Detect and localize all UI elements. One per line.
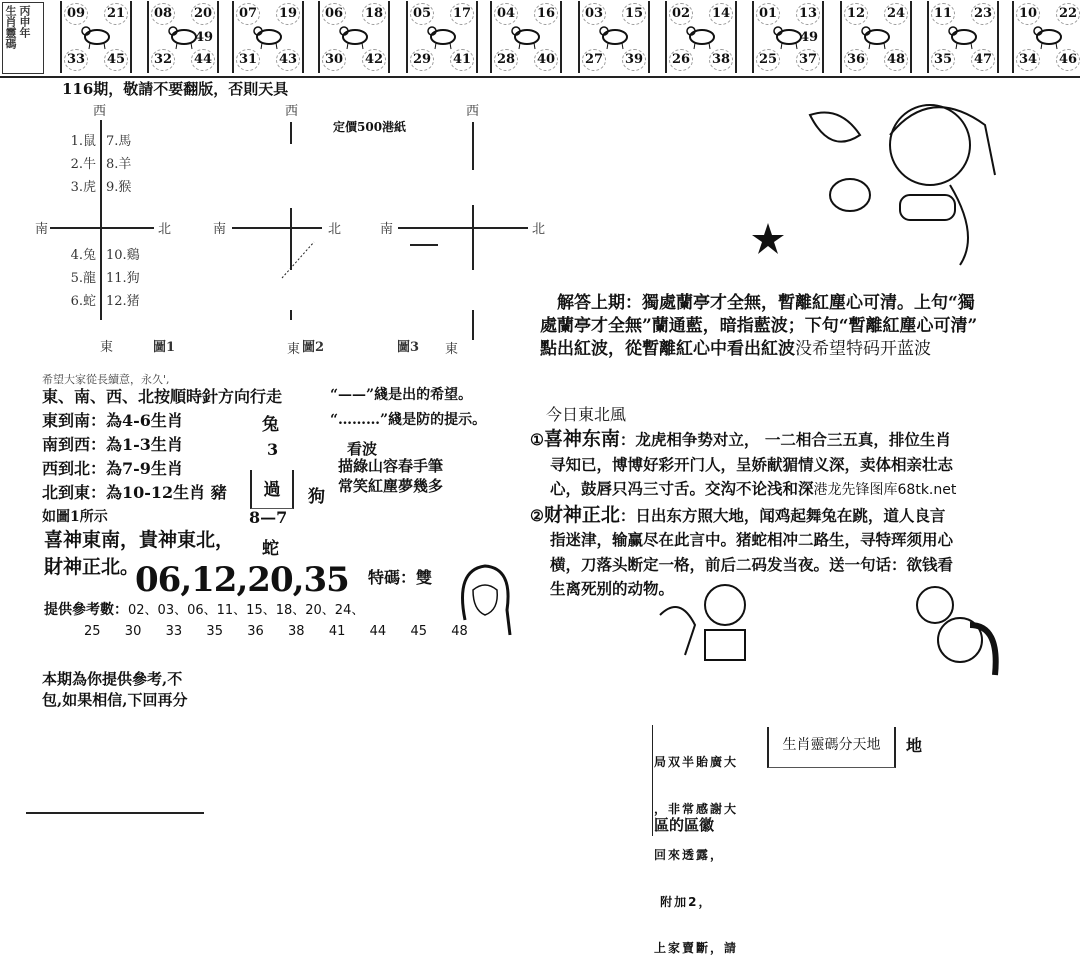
zodiac-cell <box>578 1 650 73</box>
dir-west: 西 <box>466 104 480 119</box>
footer-note <box>42 669 187 711</box>
zodiac-number: 40 <box>534 49 558 71</box>
zodiac-cell <box>406 1 478 73</box>
fig3-label: 圖3 <box>397 340 420 355</box>
zodiac-cell <box>840 1 912 73</box>
ref-line: 02、03、06、11、15、18、20、24、 <box>128 603 365 618</box>
zodiac-number: 31 <box>236 49 260 71</box>
monkey-icon <box>772 21 806 51</box>
gods-line: 財神正北。 <box>44 556 140 578</box>
item-title: 喜神东南 <box>543 428 620 450</box>
zodiac-cell <box>318 1 390 73</box>
item-line: 寻知已，博博好彩开门人，呈娇献猸情义深，卖体相亲壮志 <box>550 454 954 474</box>
zodiac-number: 34 <box>1016 49 1040 71</box>
answer-line: 點出紅波，從暫離紅心中看出紅波 <box>540 339 795 359</box>
poem-line: 描綠山容春手筆 <box>338 457 444 475</box>
special-code: 特碼：雙 <box>368 568 433 587</box>
dir-east: 東 <box>287 342 301 357</box>
poem-title: 看波 <box>347 440 378 458</box>
zodiac-number: 22 <box>1056 3 1080 25</box>
dir-east: 東 <box>445 342 459 357</box>
bottom-notice <box>654 724 738 972</box>
rule-line: 東到南：為4-6生肖 <box>42 411 183 430</box>
rule-line: 南到西：為1-3生肖 <box>42 435 183 454</box>
puzzle-num: 3 <box>267 440 279 459</box>
zodiac-number: 26 <box>669 49 693 71</box>
notice-line: 局双半貽廣大 <box>654 755 739 769</box>
zodiac-number: 24 <box>884 3 908 25</box>
zodiac-number: 38 <box>709 49 733 71</box>
dir-south: 南 <box>35 222 49 237</box>
zodiac-number: 10 <box>1016 3 1040 25</box>
zodiac-number: 16 <box>534 3 558 25</box>
zodiac-cell <box>490 1 562 73</box>
dog-icon <box>947 21 981 51</box>
zodiac-strip <box>0 0 1080 78</box>
answer-line: 處蘭亭才全無”蘭通藍，暗指藍波；下句“暫離紅塵心可清” <box>540 316 978 336</box>
list-item: 9.猴 <box>106 180 132 195</box>
puzzle-bottom: 蛇 <box>262 539 279 559</box>
zodiac-number: 25 <box>756 49 780 71</box>
footer-line: 包,如果相信,下回再分 <box>42 691 188 709</box>
zodiac-number: 17 <box>450 3 474 25</box>
puzzle-center: 過 <box>263 480 281 500</box>
zodiac-cell <box>1012 1 1080 73</box>
item-line: ：龙虎相争势对立， 一二相合三五真，排位生肖 <box>619 430 951 449</box>
man-hobbyhorse-illustration <box>650 575 760 685</box>
ox-icon <box>167 21 201 51</box>
zodiac-number: 42 <box>362 49 386 71</box>
zodiac-number: 07 <box>236 3 260 25</box>
item-xishen <box>530 427 1070 503</box>
item-line: 指迷津，输赢尽在此言中。猪蛇相冲二路生，寻特珲须用心 <box>550 530 954 549</box>
list-item: 5.龍 <box>70 271 96 286</box>
list-item: 1.鼠 <box>70 134 96 149</box>
zodiac-number: 45 <box>104 49 128 71</box>
zodiac-cell <box>752 1 824 73</box>
zodiac-number: 36 <box>844 49 868 71</box>
poem-line: 常笑紅塵夢幾多 <box>338 477 444 495</box>
zodiac-cell <box>147 1 219 73</box>
tiger-icon <box>252 21 286 51</box>
list-item: 8.羊 <box>106 157 132 172</box>
rule-line: 東、南、西、北按順時針方向行走 <box>42 387 283 406</box>
zodiac-number: 03 <box>582 3 606 25</box>
zodiac-extra-number: 49 <box>799 30 819 45</box>
zodiac-number: 19 <box>276 3 300 25</box>
main-numbers: 06,12,20,35 <box>135 560 349 600</box>
gods-line: 喜神東南，貴神東北， <box>44 529 235 551</box>
wind-title: 今日東北風 <box>546 405 627 424</box>
dir-east: 東 <box>100 340 114 355</box>
notice-tail: 區的區徽 <box>654 816 715 834</box>
zodiac-label: 生肖靈碼 丙申年 <box>2 2 44 74</box>
notice-line: ，非常感謝大 <box>654 801 739 816</box>
zodiac-number: 29 <box>410 49 434 71</box>
zodiac-number: 13 <box>796 3 820 25</box>
zodiac-number: 43 <box>276 49 300 71</box>
zodiac-number: 32 <box>151 49 175 71</box>
zodiac-number: 27 <box>582 49 606 71</box>
answer-paragraph <box>540 292 1060 361</box>
zodiac-number: 05 <box>410 3 434 25</box>
box-title: 生肖靈碼分天地 <box>782 737 881 753</box>
zodiac-number: 04 <box>494 3 518 25</box>
zodiac-number: 47 <box>971 49 995 71</box>
list-item: 12.猪 <box>106 294 140 309</box>
dir-south: 南 <box>213 222 227 237</box>
zodiac-number: 37 <box>796 49 820 71</box>
reference-numbers <box>44 599 364 619</box>
dir-north: 北 <box>328 222 342 237</box>
zodiac-cell <box>232 1 304 73</box>
ref-label: 提供參考數： <box>44 602 128 618</box>
direction-rules <box>42 385 282 529</box>
issue-line: 116期，敬請不要翻版，否則天具 <box>62 80 289 98</box>
dir-west: 西 <box>285 104 299 119</box>
dir-north: 北 <box>158 222 172 237</box>
zodiac-number: 14 <box>709 3 733 25</box>
zodiac-cell <box>927 1 999 73</box>
zodiac-number: 44 <box>191 49 215 71</box>
rabbit-icon <box>338 21 372 51</box>
footer-line: 本期為你提供參考,不 <box>42 670 183 688</box>
zodiac-number: 21 <box>104 3 128 25</box>
item-line: 横，刀落头断定一格，前后二码发当夜。送一句话：欲钱看 <box>550 554 954 574</box>
dragon-icon <box>426 21 460 51</box>
zodiac-number: 46 <box>1056 49 1080 71</box>
puzzle-box <box>250 470 294 509</box>
dir-south: 南 <box>380 222 394 237</box>
intro-line: 希望大家從長續意，永久', <box>42 373 170 386</box>
zodiac-number: 18 <box>362 3 386 25</box>
list-item: 11.狗 <box>106 271 140 286</box>
watermark-text: 港龙先锋图库68tk.net <box>813 482 957 498</box>
zodiac-number: 01 <box>756 3 780 25</box>
girl-sun-illustration <box>900 575 1010 685</box>
item-title: 财神正北 <box>543 503 620 526</box>
notice-line: 附加2， <box>654 894 713 909</box>
fig1-label: 圖1 <box>153 340 176 355</box>
poem <box>338 456 443 496</box>
list-item: 3.虎 <box>70 180 96 195</box>
fig2-label: 圖2 <box>302 340 325 355</box>
zodiac-number: 02 <box>669 3 693 25</box>
zodiac-cell <box>665 1 737 73</box>
puzzle-right: 狗 <box>308 487 325 507</box>
zodiac-number: 33 <box>64 49 88 71</box>
dir-north: 北 <box>532 222 546 237</box>
rule-line: 北到東：為10-12生肖 豬 <box>42 483 227 502</box>
legend-solid: “——”綫是出的希望。 <box>330 387 473 403</box>
list-item: 2.牛 <box>70 157 96 172</box>
zodiac-number: 30 <box>322 49 346 71</box>
zodiac-number: 35 <box>931 49 955 71</box>
dir-west: 西 <box>93 104 107 119</box>
list-item: 4.兔 <box>70 248 96 263</box>
answer-note: 没希望特码开蓝波 <box>795 339 931 359</box>
zodiac-cell <box>60 1 132 73</box>
answer-line: 解答上期：獨處蘭亭才全無，暫離紅塵心可清。上句“獨 <box>557 293 975 313</box>
price-label: 定價500港紙 <box>333 120 407 134</box>
zodiac-number: 08 <box>151 3 175 25</box>
zodiac-extra-number: 49 <box>194 30 214 45</box>
item-line: 生离死别的动物。 <box>550 579 675 598</box>
legend-dotted: “………”綫是防的提示。 <box>330 412 487 428</box>
goat-icon <box>685 21 719 51</box>
zodiac-number: 41 <box>450 49 474 71</box>
item-line: ：日出东方照大地，闻鸡起舞兔在跳，道人良言 <box>619 505 946 525</box>
list-item: 10.鷄 <box>106 248 140 263</box>
girl-illustration <box>455 560 515 640</box>
list-item: 6.蛇 <box>70 294 96 309</box>
as-fig: 如圖1所示 <box>42 509 108 525</box>
zodiac-number: 48 <box>884 49 908 71</box>
zodiac-number: 23 <box>971 3 995 25</box>
zodiac-box-title <box>767 727 896 768</box>
pig-icon <box>1032 21 1066 51</box>
zodiac-number: 12 <box>844 3 868 25</box>
rat-icon <box>80 21 114 51</box>
zodiac-number: 11 <box>931 3 955 25</box>
zodiac-number: 09 <box>64 3 88 25</box>
zodiac-number: 06 <box>322 3 346 25</box>
item-line: 心，鼓唇只冯三寸舌。交沟不论浅和深 <box>550 479 814 498</box>
rule-line: 西到北：為7-9生肖 <box>42 459 183 478</box>
zodiac-number: 15 <box>622 3 646 25</box>
item-mark: ① <box>530 430 544 449</box>
zodiac-number: 20 <box>191 3 215 25</box>
box-side: 地 <box>906 736 923 755</box>
ref-line: 25 30 33 35 36 38 41 44 45 48 <box>84 624 468 639</box>
zodiac-number: 39 <box>622 49 646 71</box>
puzzle-range: 8—7 <box>249 508 288 527</box>
rooster-icon <box>860 21 894 51</box>
list-item: 7.馬 <box>106 134 132 149</box>
cartoon-tea-illustration <box>740 85 1060 275</box>
snake-icon <box>510 21 544 51</box>
item-mark: ② <box>530 505 544 525</box>
puzzle-top: 兔 <box>262 415 279 435</box>
notice-line: 上家賣斷，請 <box>654 941 739 955</box>
horse-icon <box>598 21 632 51</box>
notice-line: 回來透露， <box>654 848 725 862</box>
zodiac-number: 28 <box>494 49 518 71</box>
